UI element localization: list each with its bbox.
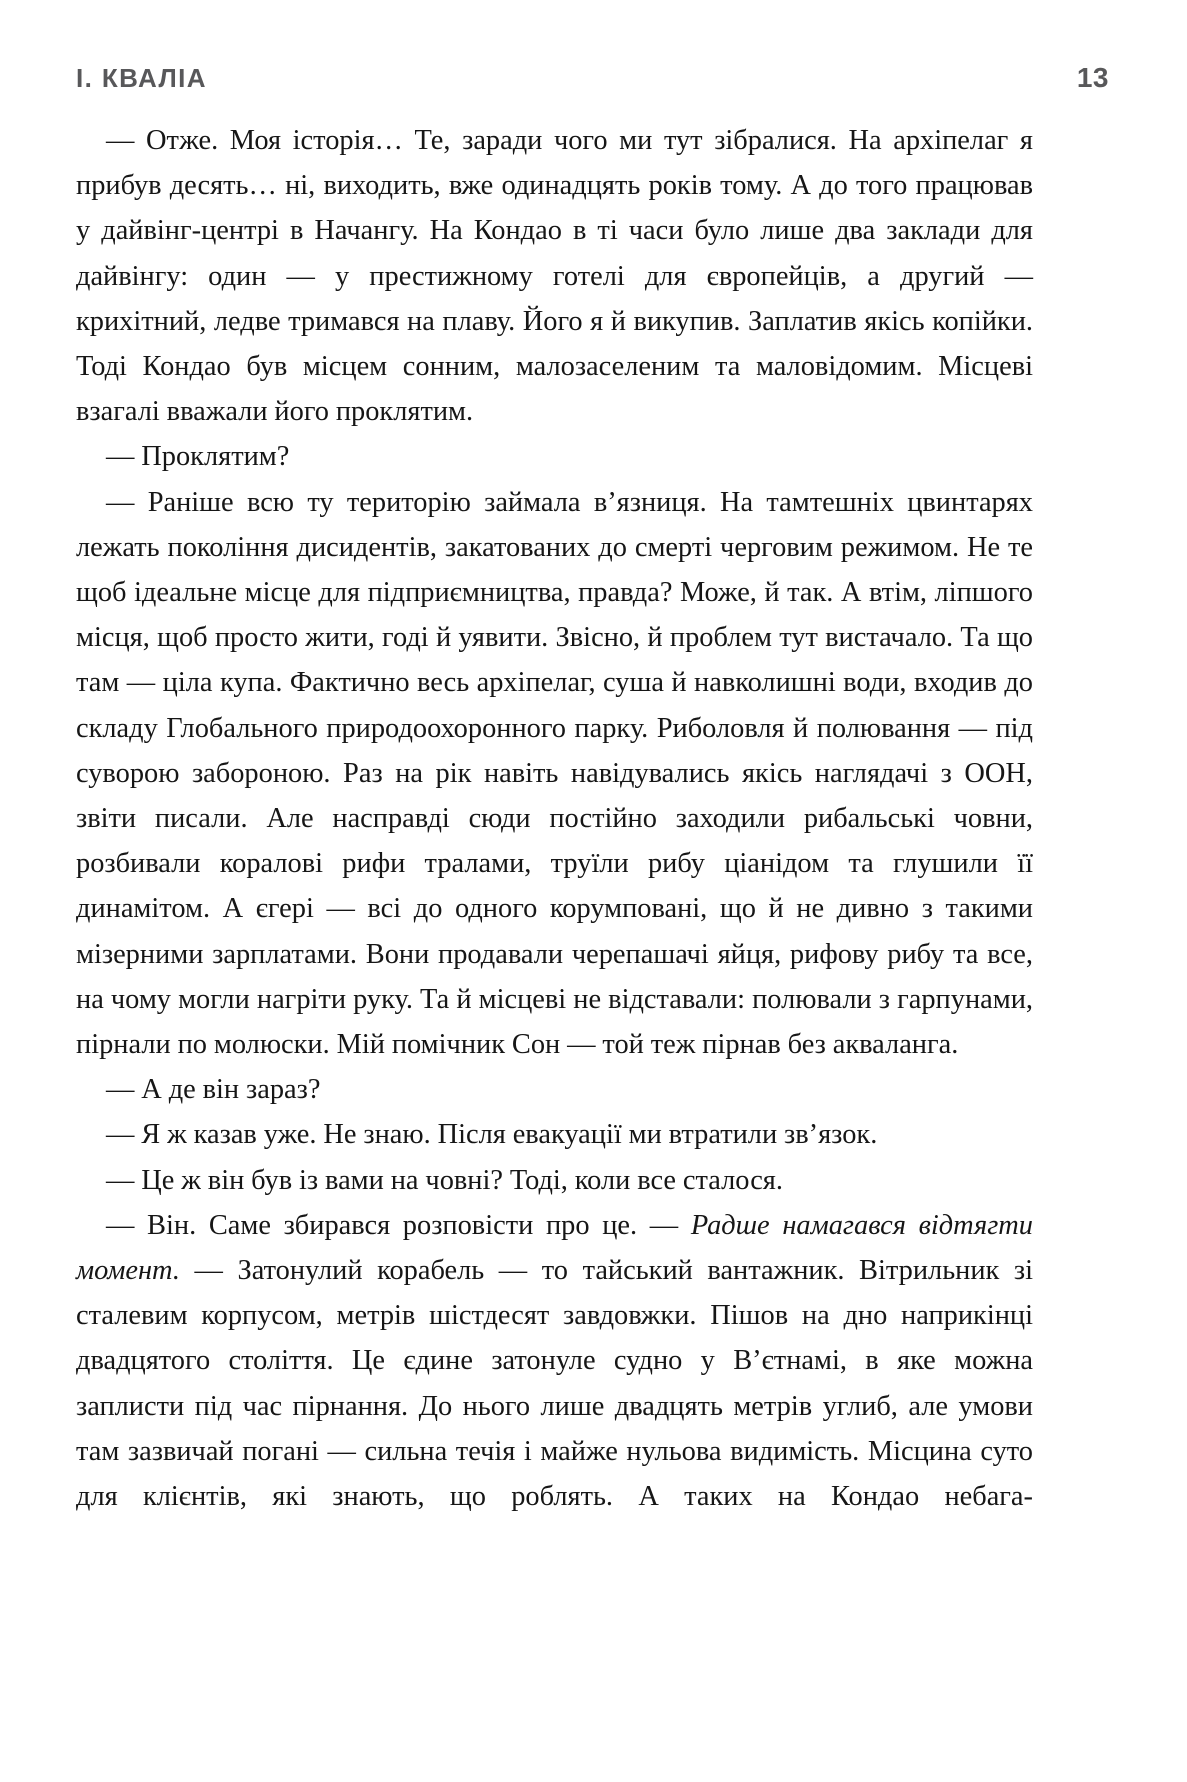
paragraph: — Проклятим? (106, 441, 290, 473)
running-head-title: I. КВАЛІА (76, 63, 207, 93)
paragraph: — Отже. Моя історія… Те, заради чого ми тут зібралися. На архіпелаг я прибув десять… ні, виходить, вже одинадцять років тому. А до того працював у дайвінг-центрі в Начангу. На Кондао в ті часи було лише два заклади для дайвінгу: один — у престижному готелі для європейців, а другий — крихітний, ледве тримався на плаву. Його я й викупив. Заплатив якісь копійки. Тоді Кондао був місцем сонним, малозаселеним та маловідомим. Місцеві взагалі вважали його проклятим. (76, 125, 1033, 428)
paragraph: — Це ж він був із вами на човні? Тоді, коли все сталося. (106, 1164, 783, 1196)
paragraph: — А де він зараз? (106, 1074, 321, 1106)
paragraph: — Раніше всю ту територію займала в’язниця. На тамтешніх цвинтарях лежать покоління дисидентів, закатованих до смерті черговим режимом. Не те щоб ідеальне місце для підприємництва, правда? Може, й так. А втім, ліпшого місця, щоб просто жити, годі й уявити. Звісно, й проблем тут вистачало. Та що там — ціла купа. Фактично весь архіпелаг, суша й навколишні води, входив до складу Глобального природоохоронного парку. Риболовля й полювання — під суворою забороною. Раз на рік навіть навідувались якісь наглядачі з ООН, звіти писали. Але насправді сюди постійно заходили рибальські човни, розбивали коралові рифи тралами, труїли рибу ціанідом та глушили її динамітом. А єгері — всі до одного корумповані, що й не дивно з такими мізерними зарплатами. Вони продавали черепашачі яйця, рифову рибу та все, на чому могли нагріти руку. Та й місцеві не відставали: полювали з гарпунами, пірнали по молюски. Мій помічник Сон — той теж пірнав без акваланга. (76, 486, 1033, 1061)
page-number: 13 (1076, 62, 1109, 93)
inline-text: — Затонулий корабель — то тайський вантажник. Вітрильник зі сталевим корпусом, метрів шістдесят завдовжки. Пішов на дно наприкінці двадцятого століття. Це єдине затонуле судно у В’єтнамі, в яке можна заплисти під час пірнання. До нього лише двадцять метрів углиб, але умови там зазвичай погані — сильна течія і майже нульова видимість. Місцина суто для клієнтів, які знають, що роблять. А таких на Кондао небага- (76, 1255, 1033, 1513)
paragraph: — Я ж казав уже. Не знаю. Після евакуації ми втратили зв’язок. (106, 1119, 878, 1151)
inline-text: — Він. Саме збирався розповісти про це. — (106, 1209, 691, 1241)
inline-italic-text: Радше намагався відтягти момент. (76, 1209, 1033, 1287)
running-head (76, 62, 1109, 102)
paragraph (76, 1203, 1033, 1519)
body-text-block (76, 118, 1033, 1519)
